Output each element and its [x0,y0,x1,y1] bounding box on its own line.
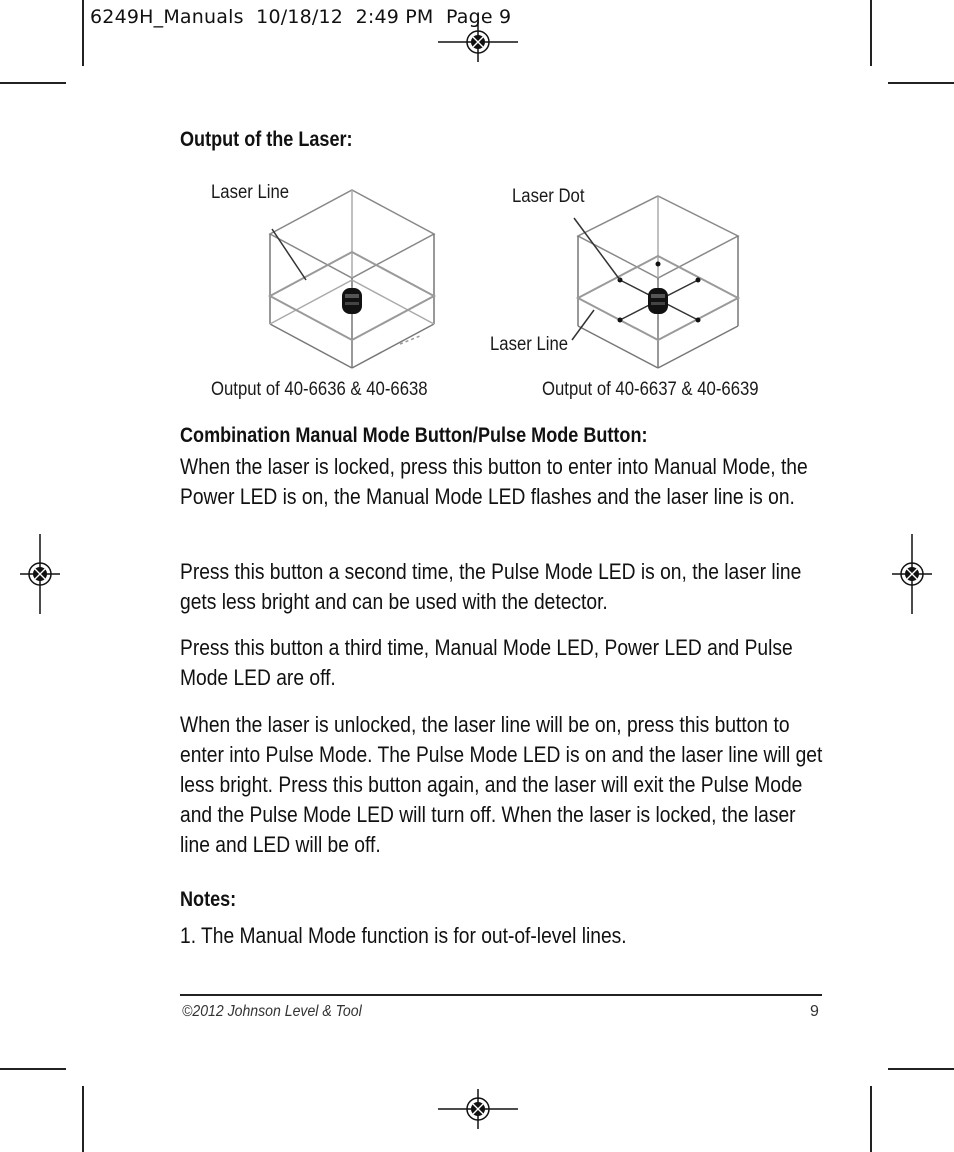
caption-left: Output of 40-6636 & 40-6638 [211,379,428,400]
registration-mark-icon [438,1089,518,1129]
trim-mark [82,0,84,66]
trim-mark [870,0,872,66]
notes-heading: Notes: [180,888,237,911]
trim-mark [82,1086,84,1152]
trim-mark [888,82,954,84]
label-laser-dot: Laser Dot [512,186,585,207]
label-laser-line-right: Laser Line [490,334,569,355]
trim-mark [888,1068,954,1070]
note-item: 1. The Manual Mode function is for out-of-level lines. [180,923,627,948]
paragraph-locked: When the laser is locked, press this button to enter into Manual Mode, the Power LED is on, the Manual Mode LED flashes and the laser line is on. [180,454,808,509]
paragraph-second-press: Press this button a second time, the Pulse Mode LED is on, the laser line gets less bright and can be used with the detector. [180,559,802,614]
cube-diagram-laser-dot [568,184,748,374]
registration-mark-icon [438,22,518,62]
print-slug: 6249H_Manuals 10/18/12 2:49 PM Page 9 [90,6,512,28]
cube-diagram-laser-line [262,184,442,374]
page-number: 9 [810,1003,819,1020]
output-heading: Output of the Laser: [180,128,353,151]
trim-mark [870,1086,872,1152]
registration-mark-icon [892,534,932,614]
combo-heading: Combination Manual Mode Button/Pulse Mode Button: [180,424,648,447]
paragraph-unlocked: When the laser is unlocked, the laser line will be on, press this button to enter into Pulse Mode. The Pulse Mode LED is on and the laser line will get less bright. Press this button again, and the laser will exit the Pulse Mode and the Pulse Mode LED will turn off. When the laser is locked, the laser line and LED will be off. [180,712,823,857]
footer-rule [180,994,822,996]
footer-copyright: ©2012 Johnson Level & Tool [182,1003,362,1020]
trim-mark [0,82,66,84]
trim-mark [0,1068,66,1070]
caption-right: Output of 40-6637 & 40-6639 [542,379,759,400]
label-laser-line-left: Laser Line [211,182,290,203]
laser-device-icon [342,288,362,314]
laser-device-icon [648,288,668,314]
paragraph-third-press: Press this button a third time, Manual Mode LED, Power LED and Pulse Mode LED are off. [180,635,793,690]
registration-mark-icon [20,534,60,614]
